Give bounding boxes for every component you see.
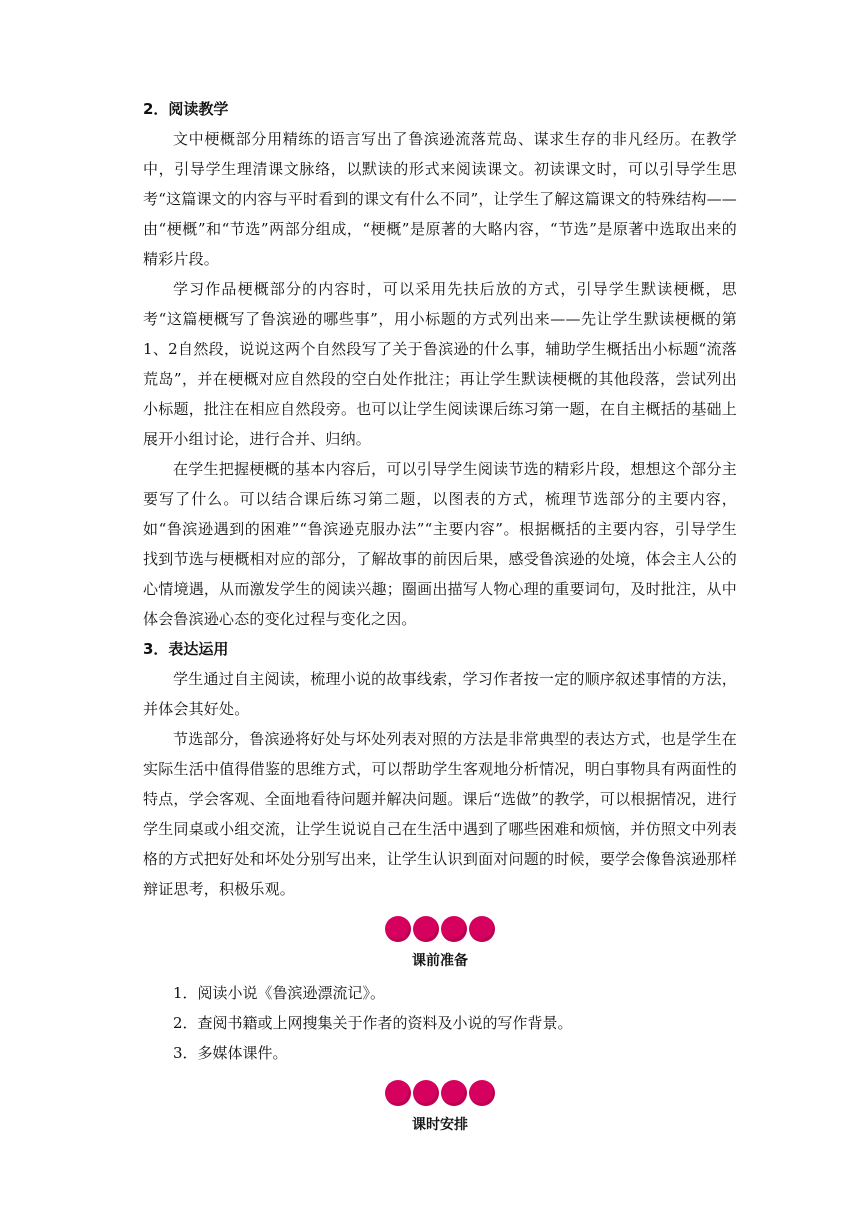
paragraph: 文中梗概部分用精练的语言写出了鲁滨逊流落荒岛、谋求生存的非凡经历。在教学中，引导学生理清课文脉络，以默读的形式来阅读课文。初读课文时，可以引导学生思考“这篇课文的内容与平时看到的课文有什么不同”，让学生了解这篇课文的特殊结构——由“梗概”和“节选”两部分组成，“梗概”是原著的大略内容，“节选”是原著中选取出来的精彩片段。 <box>143 130 737 268</box>
dot-icon <box>413 1080 439 1106</box>
dot-icon <box>385 916 411 942</box>
paragraph: 节选部分，鲁滨逊将好处与坏处列表对照的方法是非常典型的表达方式，也是学生在实际生活中值得借鉴的思维方式，可以帮助学生客观地分析情况，明白事物具有两面性的特点，学会客观、全面地看待问题并解决问题。课后“选做”的教学，可以根据情况，进行学生同桌或小组交流，让学生说说自己在生活中遇到了哪些困难和烦恼，并仿照文中列表格的方式把好处和坏处分别写出来，让学生认识到面对问题的时候，要学会像鲁滨逊那样辩证思考，积极乐观。 <box>143 730 737 898</box>
paragraph: 学习作品梗概部分的内容时，可以采用先扶后放的方式，引导学生默读梗概，思考“这篇梗概写了鲁滨逊的哪些事”，用小标题的方式列出来——先让学生默读梗概的第1、2自然段，说说这两个自然段写了关于鲁滨逊的什么事，辅助学生概括出小标题“流落荒岛”，并在梗概对应自然段的空白处作批注；再让学生默读梗概的其他段落，尝试列出小标题，批注在相应自然段旁。也可以让学生阅读课后练习第一题，在自主概括的基础上展开小组讨论，进行合并、归纳。 <box>143 280 737 448</box>
paragraph: 在学生把握梗概的基本内容后，可以引导学生阅读节选的精彩片段，想想这个部分主要写了什么。可以结合课后练习第二题，以图表的方式，梳理节选部分的主要内容，如“鲁滨逊遇到的困难”“鲁滨逊克服办法”“主要内容”。根据概括的主要内容，引导学生找到节选与梗概相对应的部分，了解故事的前因后果，感受鲁滨逊的处境，体会主人公的心情境遇，从而激发学生的阅读兴趣；圈画出描写人物心理的重要词句，及时批注，从中体会鲁滨逊心态的变化过程与变化之因。 <box>143 460 737 628</box>
decorative-dots <box>385 1078 495 1108</box>
paragraph: 学生通过自主阅读，梳理小说的故事线索，学习作者按一定的顺序叙述事情的方法，并体会其好处。 <box>143 670 737 718</box>
document-body <box>143 94 737 1142</box>
section-title-schedule: 课时安排 <box>412 1117 468 1133</box>
schedule-badge <box>143 1078 737 1110</box>
dot-icon <box>441 916 467 942</box>
section-heading-reading: 2．阅读教学 <box>143 100 229 118</box>
section-title-prep: 课前准备 <box>412 953 468 969</box>
decorative-dots <box>385 914 495 944</box>
list-item: 2．查阅书籍或上网搜集关于作者的资料及小说的写作背景。 <box>173 1014 573 1032</box>
dot-icon <box>413 916 439 942</box>
dot-icon <box>385 1080 411 1106</box>
section-heading-expression: 3．表达运用 <box>143 640 229 658</box>
prep-badge <box>143 914 737 946</box>
dot-icon <box>441 1080 467 1106</box>
dot-icon <box>469 1080 495 1106</box>
dot-icon <box>469 916 495 942</box>
list-item: 1．阅读小说《鲁滨逊漂流记》。 <box>173 984 386 1002</box>
list-item: 3．多媒体课件。 <box>173 1044 288 1062</box>
